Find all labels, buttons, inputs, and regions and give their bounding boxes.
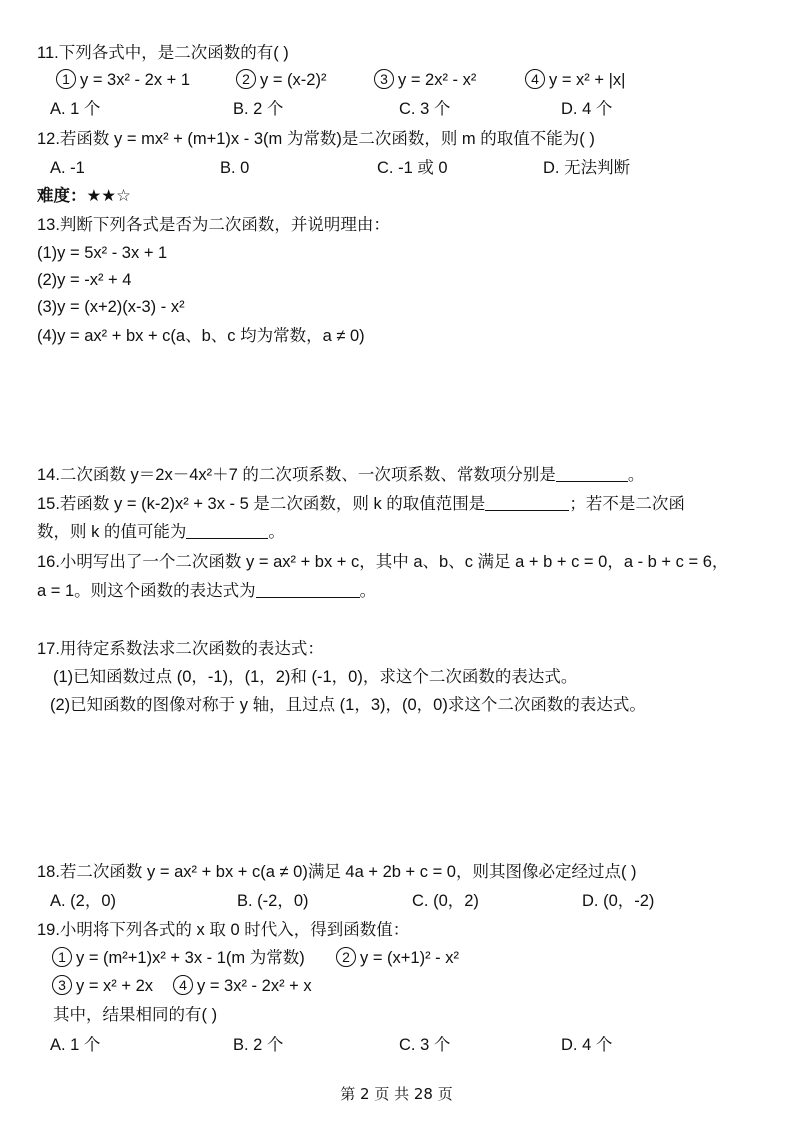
q19-item-2: 2 y = (x+1)² - x² — [336, 947, 459, 969]
q11-item-1: 1 y = 3x² - 2x + 1 — [56, 69, 190, 91]
circled-number: 4 — [525, 69, 545, 89]
difficulty-rating — [37, 185, 131, 207]
q19-option-c: C. 3 个 — [399, 1036, 451, 1054]
q11-stem: 11.下列各式中，是二次函数的有( ) — [37, 44, 289, 62]
q17-stem: 17.用待定系数法求二次函数的表达式： — [37, 640, 324, 658]
circled-number: 2 — [236, 69, 256, 89]
q12-option-b: B. 0 — [220, 159, 250, 177]
difficulty-label: 难度： — [37, 187, 87, 205]
q12-stem: 12.若函数 y = mx² + (m+1)x - 3(m 为常数)是二次函数，则 m 的取值不能为( ) — [37, 130, 595, 148]
q16-line-2: a = 1。则这个函数的表达式为 。 — [37, 582, 377, 600]
q12-option-c: C. -1 或 0 — [377, 159, 448, 177]
q11-option-b: B. 2 个 — [233, 100, 284, 118]
q11-option-c: C. 3 个 — [399, 100, 451, 118]
q13-item-3: (3)y = (x+2)(x-3) - x² — [37, 298, 185, 316]
q18-option-d: D. (0，-2) — [582, 892, 655, 910]
q11-option-d: D. 4 个 — [561, 100, 613, 118]
q19-option-a: A. 1 个 — [50, 1036, 101, 1054]
q19-stem: 19.小明将下列各式的 x 取 0 时代入，得到函数值： — [37, 921, 410, 939]
q11-item-4: 4 y = x² + |x| — [525, 69, 625, 91]
q15-line-2: 数，则 k 的值可能为 。 — [37, 523, 285, 541]
q12-option-d: D. 无法判断 — [543, 159, 631, 177]
star-icon: ★★☆ — [86, 187, 131, 205]
q16-line-1: 16.小明写出了一个二次函数 y = ax² + bx + c，其中 a、b、c 满足 a + b + c = 0，a - b + c = 6， — [37, 553, 729, 571]
answer-blank — [556, 465, 628, 482]
q15-line-1: 15.若函数 y = (k-2)x² + 3x - 5 是二次函数，则 k 的取值范围是 ；若不是二次函 — [37, 495, 685, 513]
q13-item-4: (4)y = ax² + bx + c(a、b、c 均为常数，a ≠ 0) — [37, 327, 365, 345]
answer-blank — [485, 494, 569, 511]
circled-number: 4 — [173, 975, 193, 995]
page-number-footer: 第 2 页 共 28 页 — [340, 1085, 453, 1103]
circled-number: 1 — [52, 947, 72, 967]
q17-sub-2: (2)已知函数的图像对称于 y 轴，且过点 (1，3)，(0，0)求这个二次函数的表达式。 — [50, 696, 646, 714]
q13-stem: 13.判断下列各式是否为二次函数，并说明理由： — [37, 216, 390, 234]
circled-number: 3 — [52, 975, 72, 995]
circled-number: 3 — [374, 69, 394, 89]
q13-item-1: (1)y = 5x² - 3x + 1 — [37, 244, 168, 262]
q13-item-2: (2)y = -x² + 4 — [37, 271, 132, 289]
q19-item-4: 4 y = 3x² - 2x² + x — [173, 975, 312, 997]
q18-option-c: C. (0，2) — [412, 892, 479, 910]
q12-option-a: A. -1 — [50, 159, 85, 177]
circled-number: 1 — [56, 69, 76, 89]
q18-option-a: A. (2，0) — [50, 892, 117, 910]
q19-option-b: B. 2 个 — [233, 1036, 284, 1054]
circled-number: 2 — [336, 947, 356, 967]
q11-item-3: 3 y = 2x² - x² — [374, 69, 476, 91]
answer-blank — [186, 522, 268, 539]
q11-option-a: A. 1 个 — [50, 100, 101, 118]
q17-sub-1: (1)已知函数过点 (0，-1)，(1，2)和 (-1，0)，求这个二次函数的表达式。 — [53, 668, 578, 686]
q14: 14.二次函数 y＝2x－4x²＋7 的二次项系数、一次项系数、常数项分别是 。 — [37, 466, 645, 484]
q19-item-1: 1 y = (m²+1)x² + 3x - 1(m 为常数) — [52, 947, 305, 969]
answer-blank — [256, 581, 360, 598]
q19-item-3: 3 y = x² + 2x — [52, 975, 153, 997]
q18-stem: 18.若二次函数 y = ax² + bx + c(a ≠ 0)满足 4a + 2b + c = 0，则其图像必定经过点( ) — [37, 863, 637, 881]
q18-option-b: B. (-2，0) — [237, 892, 309, 910]
q11-item-2: 2 y = (x-2)² — [236, 69, 326, 91]
q19-tail: 其中，结果相同的有( ) — [53, 1006, 218, 1024]
q19-option-d: D. 4 个 — [561, 1036, 613, 1054]
